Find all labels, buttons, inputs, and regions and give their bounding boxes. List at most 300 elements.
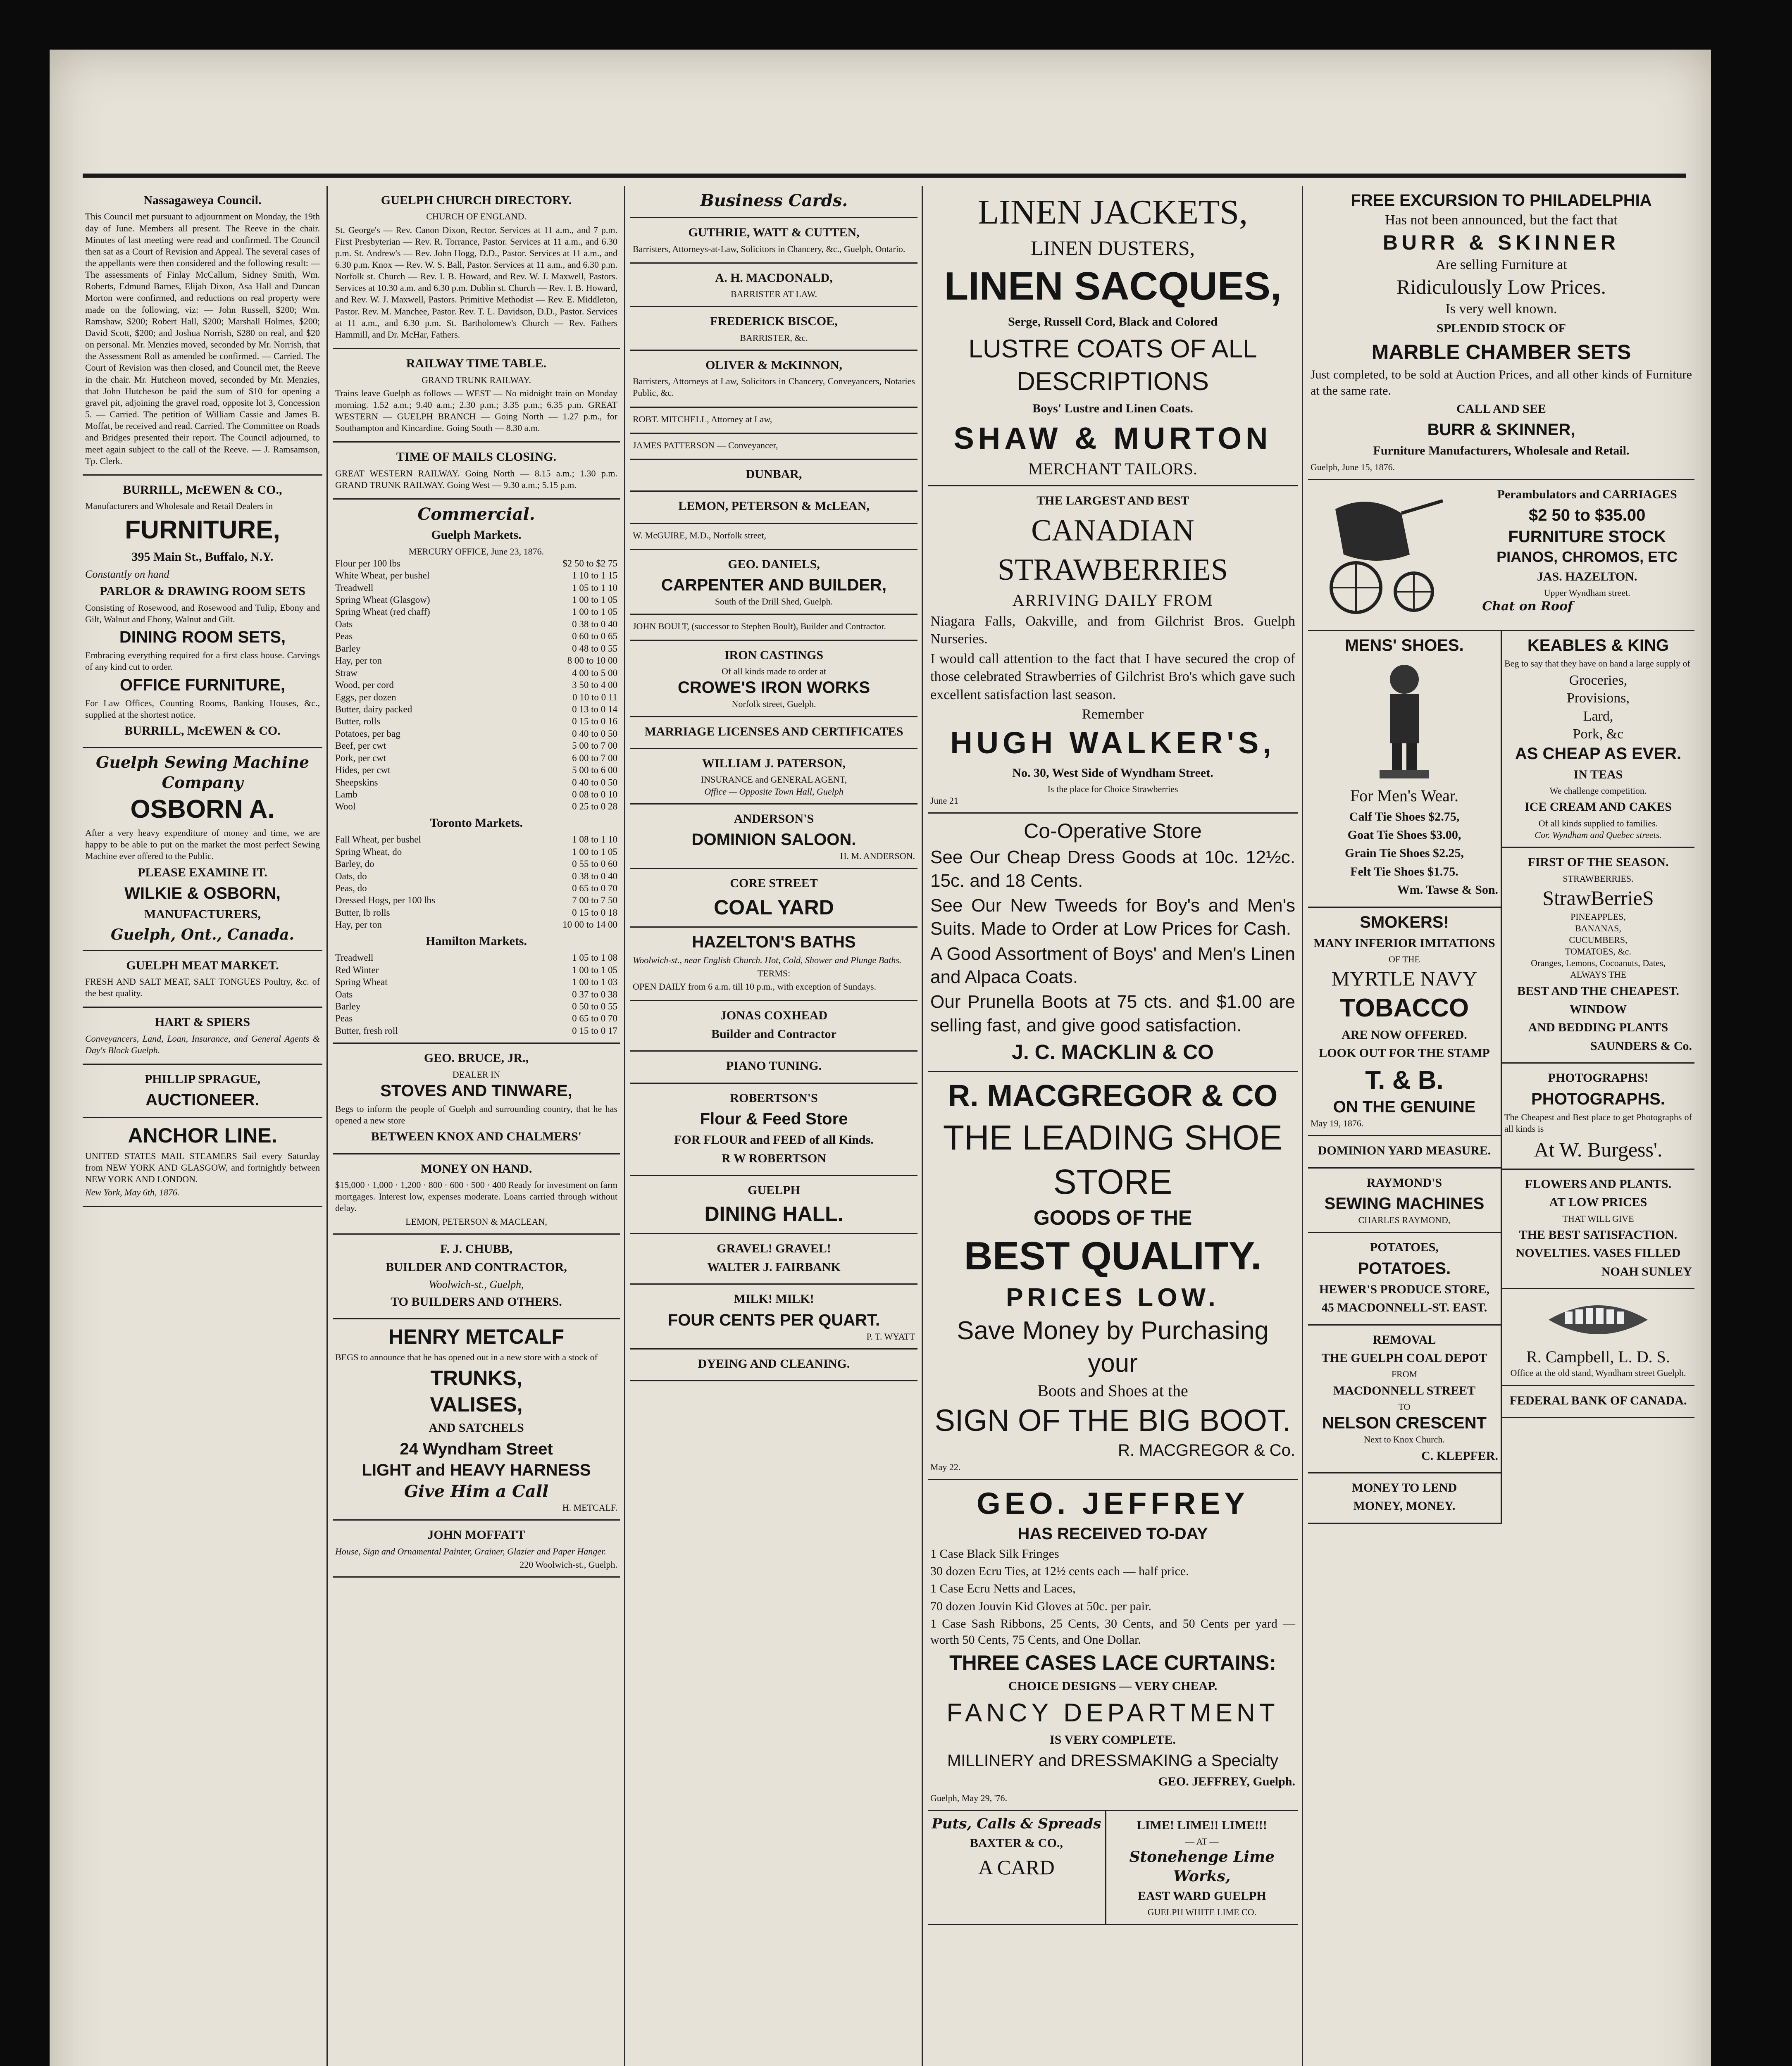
council-title: Nassagaweya Council.: [143, 193, 262, 207]
market-price: 1 05 to 1 08: [572, 952, 617, 963]
market-price: 0 38 to 0 40: [572, 619, 617, 629]
ad-heading: HART & SPIERS: [155, 1015, 250, 1029]
market-title: Hamilton Markets.: [426, 934, 527, 948]
ad-heading: FLOWERS AND PLANTS.: [1525, 1177, 1672, 1191]
ad-display: PIANOS, CHROMOS, ETC: [1497, 548, 1678, 565]
ad-signature: GEO. JEFFREY, Guelph.: [1158, 1775, 1295, 1789]
market-item: Hay, per ton: [335, 655, 382, 666]
card-signature: P. T. WYATT: [866, 1331, 915, 1342]
ad-display: T. & B.: [1365, 1066, 1444, 1095]
market-item: Peas: [335, 1013, 353, 1024]
card-text: BARRISTER AT LAW.: [730, 289, 817, 300]
ad-display: FURNITURE STOCK: [1508, 527, 1666, 546]
market-row: [335, 557, 617, 569]
sewing-machine-ad: [83, 748, 322, 951]
market-row: [335, 618, 617, 630]
ad-text: OF THE: [1389, 954, 1420, 965]
market-row: [335, 606, 617, 618]
ad-date: May 19, 1876.: [1311, 1118, 1364, 1129]
ad-text: Our Prunella Boots at 75 cts. and $1.00 are selling fast, and give good satisfaction.: [930, 992, 1295, 1035]
market-price: 1 00 to 1 03: [572, 977, 617, 988]
ad-subhead: AT LOW PRICES: [1549, 1195, 1647, 1209]
card-heading: MARRIAGE LICENSES AND CERTIFICATES: [644, 724, 903, 738]
ad-subhead: For Men's Wear.: [1350, 786, 1459, 805]
sunley-ad: [1502, 1170, 1694, 1289]
ad-text: Consisting of Rosewood, and Rosewood and Tulip, Ebony and Gilt, Walnut and Ebony, Walnut and Gilt.: [85, 602, 320, 624]
card-heading: WILLIAM J. PATERSON,: [702, 756, 846, 770]
card: [630, 1176, 917, 1234]
market-row: [335, 582, 617, 594]
ad-subhead: IS VERY COMPLETE.: [1050, 1733, 1176, 1747]
market-row: [335, 894, 617, 906]
section-title: TIME OF MAILS CLOSING.: [396, 450, 557, 464]
ad-display: R. Campbell, L. D. S.: [1526, 1347, 1670, 1366]
market-row: [335, 846, 617, 858]
ad-text: For Law Offices, Counting Rooms, Banking Houses, &c., supplied at the shortest notice.: [85, 697, 320, 720]
market-price: 3 50 to 4 00: [572, 680, 617, 690]
ad-heading: Puts, Calls & Spreads: [932, 1815, 1101, 1832]
ad-subhead: TO BUILDERS AND OTHERS.: [391, 1295, 562, 1309]
card: [630, 1285, 917, 1350]
column-4: [928, 186, 1298, 2066]
ad-text: Boots and Shoes at the: [1037, 1381, 1188, 1400]
market-row: [335, 740, 617, 752]
card-text: Barristers, Attorneys-at-Law, Solicitors in Chancery, &c., Guelph, Ontario.: [633, 243, 906, 254]
market-date: MERCURY OFFICE, June 23, 1876.: [408, 546, 544, 557]
card: [630, 524, 917, 550]
ad-subhead: LOOK OUT FOR THE STAMP: [1319, 1046, 1490, 1060]
market-price: 1 00 to 1 05: [572, 595, 617, 605]
ad-display: TRUNKS,: [430, 1366, 522, 1390]
card: [630, 434, 917, 460]
column-1: [83, 186, 322, 2066]
ad-text: Remember: [1082, 707, 1144, 722]
market-row: [335, 964, 617, 976]
price-line: Goat Tie Shoes $3.00,: [1347, 828, 1461, 842]
market-row: [335, 788, 617, 800]
mails-closing: [333, 443, 620, 500]
section-text: St. George's — Rev. Canon Dixon, Rector. Services at 11 a.m., and 7 p.m. First Presbyterian — Rev. R. Torrance, Pastor. Services at 11 a.m., and 6.30 p.m. St. Andrew's — Rev. John Hogg, D.D., Pastor. Services at 11 a.m., and 6.30 p.m. Knox — Rev. W. S. Ball, Pastor. Services at 11 a.m., and 6.30 p.m. Norfolk st. Church — Rev. I. B. Howard, and Rev. W. J. Maxwell, Pastors. Services at 10.30 a.m. and 6.30 p.m. Dublin st. Church — Rev. I. B. Howard, and Rev. W. J. Maxwell, Pastors. Primitive Methodist — Rev. E. Middleton, Pastor. Rev. M. Manchee, Pastor. Rev. T. L. Davidson, D.D., Pastor. Services at 11 a.m., and 6.30 p.m. St. Bartholomew's Church — Rev. Fathers Hammill, and Dr. McHar, Fathers.: [335, 224, 617, 340]
card: [630, 928, 917, 1002]
ad-display: LIGHT and HEAVY HARNESS: [362, 1461, 591, 1479]
ad-list-item: Groceries,: [1569, 672, 1628, 688]
ad-subhead: MANY INFERIOR IMITATIONS: [1313, 936, 1495, 950]
ad-text: Just completed, to be sold at Auction Prices, and all other kinds of Furniture at the same rate.: [1311, 368, 1692, 397]
ad-text: Conveyancers, Land, Loan, Insurance, and General Agents & Day's Block Guelph.: [85, 1033, 320, 1055]
ad-address: 395 Main St., Buffalo, N.Y.: [131, 550, 274, 564]
ad-text: Of all kinds supplied to families.: [1538, 818, 1658, 828]
card-heading: MILK! MILK!: [734, 1292, 814, 1306]
ad-text: Manufacturers and Wholesale and Retail Dealers in: [85, 501, 273, 512]
market-row: [335, 728, 617, 740]
ad-display: CANADIAN STRAWBERRIES: [997, 514, 1228, 587]
market-row: [335, 976, 617, 988]
chubb-ad: [333, 1235, 620, 1319]
col5-right: [1502, 631, 1694, 1523]
market-price: 1 00 to 1 05: [572, 607, 617, 617]
bottom-ads-row: [928, 1811, 1298, 1925]
ad-subhead: AND BEDDING PLANTS: [1528, 1021, 1668, 1035]
ad-list-item: CUCUMBERS,: [1569, 935, 1628, 945]
ad-subhead: MERCHANT TAILORS.: [1028, 459, 1197, 478]
potatoes-ad: [1308, 1233, 1501, 1325]
ad-subhead: NOVELTIES. VASES FILLED: [1516, 1246, 1681, 1260]
ad-display: HENRY METCALF: [388, 1325, 564, 1349]
card-display: DINING HALL.: [704, 1202, 844, 1226]
man-figure-icon: [1363, 659, 1446, 783]
card-heading: IRON CASTINGS: [724, 648, 824, 662]
ad-heading: RAYMOND'S: [1366, 1176, 1442, 1190]
ad-display: SMOKERS!: [1360, 913, 1449, 931]
ad-display: FREE EXCURSION TO PHILADELPHIA: [1351, 191, 1652, 209]
ad-text: Niagara Falls, Oakville, and from Gilchrist Bros. Guelph Nurseries.: [930, 613, 1295, 647]
commercial-section: [333, 500, 620, 1044]
ad-subhead: Boys' Lustre and Linen Coats.: [1032, 401, 1193, 415]
ad-display: R. MACGREGOR & CO: [948, 1078, 1278, 1113]
market-price: 0 08 to 0 10: [572, 789, 617, 800]
ad-display: ANCHOR LINE.: [128, 1123, 277, 1147]
market-item: Barley: [335, 1001, 361, 1012]
ad-text: 1 Case Black Silk Fringes: [930, 1547, 1059, 1561]
ad-list-item: Lard,: [1583, 708, 1613, 724]
card: [630, 307, 917, 351]
card: [630, 351, 917, 408]
market-item: Butter, rolls: [335, 716, 380, 727]
ad-subhead: PARLOR & DRAWING ROOM SETS: [100, 584, 305, 598]
market-item: Potatoes, per bag: [335, 728, 400, 739]
ad-text: I would call attention to the fact that I have secured the crop of those celebrated Strawberries of Gilchrist Bro's which gave such excellent satisfaction last season.: [930, 651, 1295, 702]
market-item: Lamb: [335, 789, 357, 800]
card: [630, 218, 917, 264]
ad-display: WILKIE & OSBORN,: [124, 884, 281, 902]
market-row: [335, 594, 617, 606]
market-item: Spring Wheat (Glasgow): [335, 595, 430, 605]
hazelton-ad: [1308, 480, 1694, 631]
market-price: 1 00 to 1 05: [572, 846, 617, 857]
ad-text: See Our Cheap Dress Goods at 10c. 12½c. 15c. and 18 Cents.: [930, 847, 1295, 891]
masthead-rule: [83, 174, 1686, 178]
card: [630, 1001, 917, 1052]
ad-heading: FEDERAL BANK OF CANADA.: [1509, 1393, 1687, 1407]
ad-display: SEWING MACHINES: [1324, 1194, 1485, 1213]
burrill-ad: [83, 476, 322, 749]
ad-text: Has not been announced, but the fact that: [1385, 212, 1618, 228]
card-heading: JONAS COXHEAD: [720, 1009, 828, 1023]
ad-display: FANCY DEPARTMENT: [946, 1699, 1279, 1728]
ad-display: LINEN JACKETS,: [977, 193, 1248, 231]
card: [630, 408, 917, 434]
card: [630, 641, 917, 717]
card: [630, 749, 917, 805]
ad-text: $15,000 · 1,000 · 1,200 · 800 · 600 · 500 · 400 Ready for investment on farm mortgages. Interest low, expenses moderate. Loans carried through without delay.: [335, 1180, 617, 1214]
market-row: [335, 569, 617, 581]
ad-heading: BURRILL, McEWEN & CO.,: [123, 483, 282, 497]
market-item: Sheepskins: [335, 777, 378, 788]
market-table: [335, 557, 617, 813]
market-item: Red Winter: [335, 964, 379, 975]
ad-display: BEST QUALITY.: [964, 1233, 1262, 1278]
meat-market-ad: [83, 951, 322, 1008]
market-price: 8 00 to 10 00: [567, 655, 617, 666]
column-rule: [326, 186, 328, 2066]
ad-signature: C. KLEPFER.: [1421, 1449, 1498, 1463]
card-heading: GUELPH: [748, 1183, 800, 1197]
ad-date: June 21: [930, 795, 958, 806]
ad-text: Next to Knox Church.: [1364, 1434, 1445, 1445]
ad-address: Upper Wyndham street.: [1544, 588, 1630, 598]
section-text: GREAT WESTERN RAILWAY. Going North — 8.15 a.m.; 1.30 p.m. GRAND TRUNK RAILWAY. Going West — 9.30 a.m.; 5.15 p.m.: [335, 468, 617, 490]
market-item: Beef, per cwt: [335, 740, 386, 751]
money-lend-ad: [1308, 1473, 1501, 1524]
market-price: 4 00 to 5 00: [572, 667, 617, 678]
ad-subhead: CHOICE DESIGNS — VERY CHEAP.: [1008, 1679, 1218, 1693]
section-subtitle: CHURCH OF ENGLAND.: [426, 211, 527, 222]
card: [630, 717, 917, 749]
ad-heading: PHOTOGRAPHS!: [1548, 1071, 1649, 1085]
market-price: 0 65 to 0 70: [572, 883, 617, 894]
card: [630, 492, 917, 524]
card-display: HAZELTON'S BATHS: [692, 933, 856, 951]
carriage-illustration-box: [1311, 484, 1482, 624]
market-row: [335, 764, 617, 776]
card: [630, 1350, 917, 1381]
market-price: 1 08 to 1 10: [572, 834, 617, 845]
market-title: Guelph Markets.: [431, 528, 522, 542]
section-title: Commercial.: [417, 504, 535, 524]
linen-ad: [928, 186, 1298, 486]
ad-display: GEO. JEFFREY: [977, 1486, 1249, 1521]
market-price: 0 25 to 0 28: [572, 801, 617, 812]
ad-signature: R. MACGREGOR & Co.: [1118, 1441, 1295, 1460]
ad-display: POTATOES.: [1358, 1259, 1451, 1278]
ad-display: NELSON CRESCENT: [1322, 1414, 1487, 1433]
market-item: Hay, per ton: [335, 919, 382, 930]
ad-text: MILLINERY and DRESSMAKING a Specialty: [947, 1752, 1279, 1770]
ad-date: Guelph, May 29, '76.: [930, 1792, 1008, 1803]
card-heading: OLIVER & McKINNON,: [705, 358, 842, 372]
market-item: Eggs, per dozen: [335, 692, 396, 702]
card-subhead: WALTER J. FAIRBANK: [707, 1260, 841, 1274]
ad-display: A CARD: [978, 1855, 1055, 1879]
coop-ad: [928, 814, 1298, 1072]
money-ad: [333, 1154, 620, 1235]
market-item: Oats: [335, 989, 353, 1000]
market-price: 0 60 to 0 65: [572, 631, 617, 642]
ad-address: No. 30, West Side of Wyndham Street.: [1012, 766, 1213, 780]
bruce-ad: [333, 1044, 620, 1154]
ad-date: Guelph, June 15, 1876.: [1311, 462, 1395, 472]
market-row: [335, 655, 617, 666]
market-item: Spring Wheat: [335, 977, 388, 988]
card-text: W. McGUIRE, M.D., Norfolk street,: [633, 530, 767, 540]
puts-calls-ad: [928, 1811, 1106, 1925]
ad-address: 220 Woolwich-st., Guelph.: [519, 1559, 617, 1570]
ad-display: PRICES LOW.: [1006, 1283, 1220, 1312]
ad-subhead: Furniture Manufacturers, Wholesale and Retail.: [1373, 444, 1630, 458]
ad-display: AS CHEAP AS EVER.: [1515, 744, 1682, 763]
ad-text: BEGS to announce that he has opened out in a new store with a stock of: [335, 1352, 598, 1363]
lime-ad: [1106, 1811, 1298, 1925]
market-price: 0 15 to 0 18: [572, 907, 617, 918]
card-text: OPEN DAILY from 6 a.m. till 10 p.m., with exception of Sundays.: [633, 981, 877, 992]
section-title: RAILWAY TIME TABLE.: [406, 357, 547, 371]
card: [630, 869, 917, 927]
price-line: Grain Tie Shoes $2.25,: [1344, 846, 1464, 860]
ad-text: FRESH AND SALT MEAT, SALT TONGUES Poultry, &c. of the best quality.: [85, 976, 320, 999]
market-item: Peas, do: [335, 883, 367, 894]
ad-signature: Wm. Tawse & Son.: [1397, 883, 1498, 897]
market-table: [335, 833, 617, 931]
yard-measure-ad: [1308, 1136, 1501, 1168]
tobacco-ad: [1308, 908, 1501, 1137]
ad-subhead: ARRIVING DAILY FROM: [1012, 590, 1213, 609]
market-price: 5 00 to 7 00: [572, 740, 617, 751]
ad-display: Save Money by Purchasing your: [957, 1316, 1269, 1378]
ad-subhead: BAXTER & CO.,: [970, 1836, 1063, 1850]
ad-subhead: MANUFACTURERS,: [144, 907, 261, 921]
market-row: [335, 1012, 617, 1024]
market-row: [335, 679, 617, 691]
market-price: 0 55 to 0 60: [572, 859, 617, 869]
card-heading: DYEING AND CLEANING.: [698, 1357, 850, 1371]
market-item: Fall Wheat, per bushel: [335, 834, 421, 845]
ad-display: TOBACCO: [1339, 994, 1469, 1023]
ad-display: Stonehenge Lime Works,: [1129, 1848, 1275, 1885]
market-row: [335, 1000, 617, 1012]
section-title: GUELPH CHURCH DIRECTORY.: [381, 193, 572, 207]
ad-address: 45 MACDONNELL-ST. EAST.: [1321, 1301, 1487, 1315]
card: [630, 264, 917, 307]
market-item: Treadwell: [335, 582, 374, 593]
ad-display: HUGH WALKER'S,: [950, 725, 1275, 760]
market-item: Barley: [335, 643, 361, 654]
card-text: JOHN BOULT, (successor to Stephen Boult), Builder and Contractor.: [633, 621, 886, 631]
market-row: [335, 919, 617, 931]
ad-display: LINEN DUSTERS,: [1030, 236, 1195, 259]
ad-subhead: GOODS OF THE: [1033, 1206, 1192, 1229]
hart-ad: [83, 1008, 322, 1065]
ad-heading: JOHN MOFFATT: [427, 1528, 525, 1542]
ad-signature: J. C. MACKLIN & CO: [1012, 1040, 1214, 1064]
market-price: 6 00 to 7 00: [572, 752, 617, 763]
ad-heading: GUELPH MEAT MARKET.: [126, 958, 279, 972]
ad-subhead: MACDONNELL STREET: [1333, 1383, 1476, 1397]
card-text: TERMS:: [757, 968, 791, 979]
market-row: [335, 952, 617, 964]
dentures-icon: [1540, 1295, 1656, 1345]
shoe-store-ad: [928, 1072, 1298, 1480]
ad-subhead: Perambulators and CARRIAGES: [1497, 488, 1677, 502]
business-cards: [630, 186, 917, 218]
ad-subhead: BETWEEN KNOX AND CHALMERS': [371, 1130, 582, 1144]
council-notice: [83, 186, 322, 476]
ad-subhead: SPLENDID STOCK OF: [1437, 321, 1566, 335]
ad-display: Co-Operative Store: [1024, 819, 1202, 843]
market-item: Wool: [335, 801, 356, 812]
card-signature: R W ROBERTSON: [722, 1151, 826, 1165]
federal-bank-ad: [1502, 1386, 1694, 1418]
column-3: [630, 186, 917, 2066]
card-subhead: FOR FLOUR and FEED of all Kinds.: [674, 1133, 874, 1147]
market-row: [335, 630, 617, 642]
ad-display: MARBLE CHAMBER SETS: [1371, 340, 1631, 364]
ad-text: Is very well known.: [1445, 301, 1557, 317]
market-item: Butter, fresh roll: [335, 1025, 398, 1036]
ad-heading: GEO. BRUCE, JR.,: [424, 1051, 529, 1065]
market-price: 0 40 to 0 50: [572, 728, 617, 739]
card: [630, 1234, 917, 1285]
col5-left: [1308, 631, 1502, 1523]
ad-text: — AT —: [1185, 1836, 1219, 1847]
card-text: ROBT. MITCHELL, Attorney at Law,: [633, 414, 772, 424]
ad-display: ON THE GENUINE: [1333, 1097, 1476, 1116]
ad-heading: Guelph Sewing Machine Company: [95, 753, 309, 792]
ad-list-item: Provisions,: [1566, 690, 1630, 706]
card-text: Barristers, Attorneys at Law, Solicitors in Chancery, Conveyancers, Notaries Public, &c.: [633, 376, 915, 398]
ad-signature: CHARLES RAYMOND,: [1358, 1215, 1451, 1226]
ad-heading: FIRST OF THE SEASON.: [1527, 855, 1669, 869]
card-heading: LEMON, PETERSON & McLEAN,: [678, 499, 870, 513]
ad-subhead: DINING ROOM SETS,: [119, 628, 286, 647]
ad-text: STRAWBERRIES.: [1563, 873, 1634, 884]
market-item: Treadwell: [335, 952, 374, 963]
market-row: [335, 907, 617, 919]
market-item: White Wheat, per bushel: [335, 570, 430, 581]
ad-subhead: AND SATCHELS: [429, 1421, 524, 1435]
market-item: Barley, do: [335, 859, 374, 869]
card: [630, 1052, 917, 1083]
ad-heading: F. J. CHUBB,: [440, 1242, 512, 1256]
card: [630, 1084, 917, 1176]
ad-text: 30 dozen Ecru Ties, at 12½ cents each — half price.: [930, 1564, 1189, 1578]
hazelton-text: [1482, 484, 1692, 624]
card-subhead: Builder and Contractor: [711, 1027, 836, 1041]
market-item: Pork, per cwt: [335, 752, 386, 763]
card-display: DOMINION SALOON.: [691, 831, 856, 849]
card-heading: ROBERTSON'S: [730, 1091, 818, 1105]
market-row: [335, 800, 617, 812]
jeffrey-ad: [928, 1480, 1298, 1811]
ad-heading: DOMINION YARD MEASURE.: [1318, 1144, 1491, 1158]
ad-display: THE LEADING SHOE STORE: [943, 1118, 1283, 1202]
ad-display: STOVES AND TINWARE,: [380, 1081, 572, 1100]
ad-list-item: BANANAS,: [1575, 923, 1621, 933]
ad-display: SHAW & MURTON: [953, 421, 1272, 455]
campbell-ad: [1502, 1289, 1694, 1386]
market-price: 0 50 to 0 55: [572, 1001, 617, 1012]
market-price: 7 00 to 7 50: [572, 895, 617, 906]
card-signature: H. M. ANDERSON.: [840, 851, 915, 862]
market-row: [335, 988, 617, 1000]
section-title: Business Cards.: [700, 191, 848, 210]
ad-text: See Our New Tweeds for Boy's and Men's Suits. Made to Order at Low Prices for Cash.: [930, 895, 1295, 939]
ad-text: UNITED STATES MAIL STEAMERS Sail every Saturday from NEW YORK AND GLASGOW, and fortnightly between NEW YORK AND LONDON.: [85, 1150, 320, 1184]
ad-signature: SAUNDERS & Co.: [1590, 1039, 1692, 1053]
card-display: COAL YARD: [714, 895, 834, 919]
metcalf-ad: [333, 1319, 620, 1521]
ad-text: 1 Case Sash Ribbons, 25 Cents, 30 Cents, and 50 Cents per yard — worth 50 Cents, 75 Cents, and One Dollar.: [930, 1617, 1295, 1647]
ad-display: FURNITURE,: [125, 516, 280, 545]
card-text: Norfolk street, Guelph.: [732, 699, 816, 709]
market-item: Hides, per cwt: [335, 765, 391, 776]
card-heading: GUTHRIE, WATT & CUTTEN,: [688, 226, 860, 240]
price-line: Felt Tie Shoes $1.75.: [1350, 864, 1458, 878]
card-display: CROWE'S IRON WORKS: [677, 678, 870, 697]
market-item: Straw: [335, 667, 357, 678]
market-item: Wood, per cord: [335, 680, 394, 690]
anchor-line-ad: [83, 1118, 322, 1207]
ad-heading: POTATOES,: [1370, 1240, 1439, 1254]
